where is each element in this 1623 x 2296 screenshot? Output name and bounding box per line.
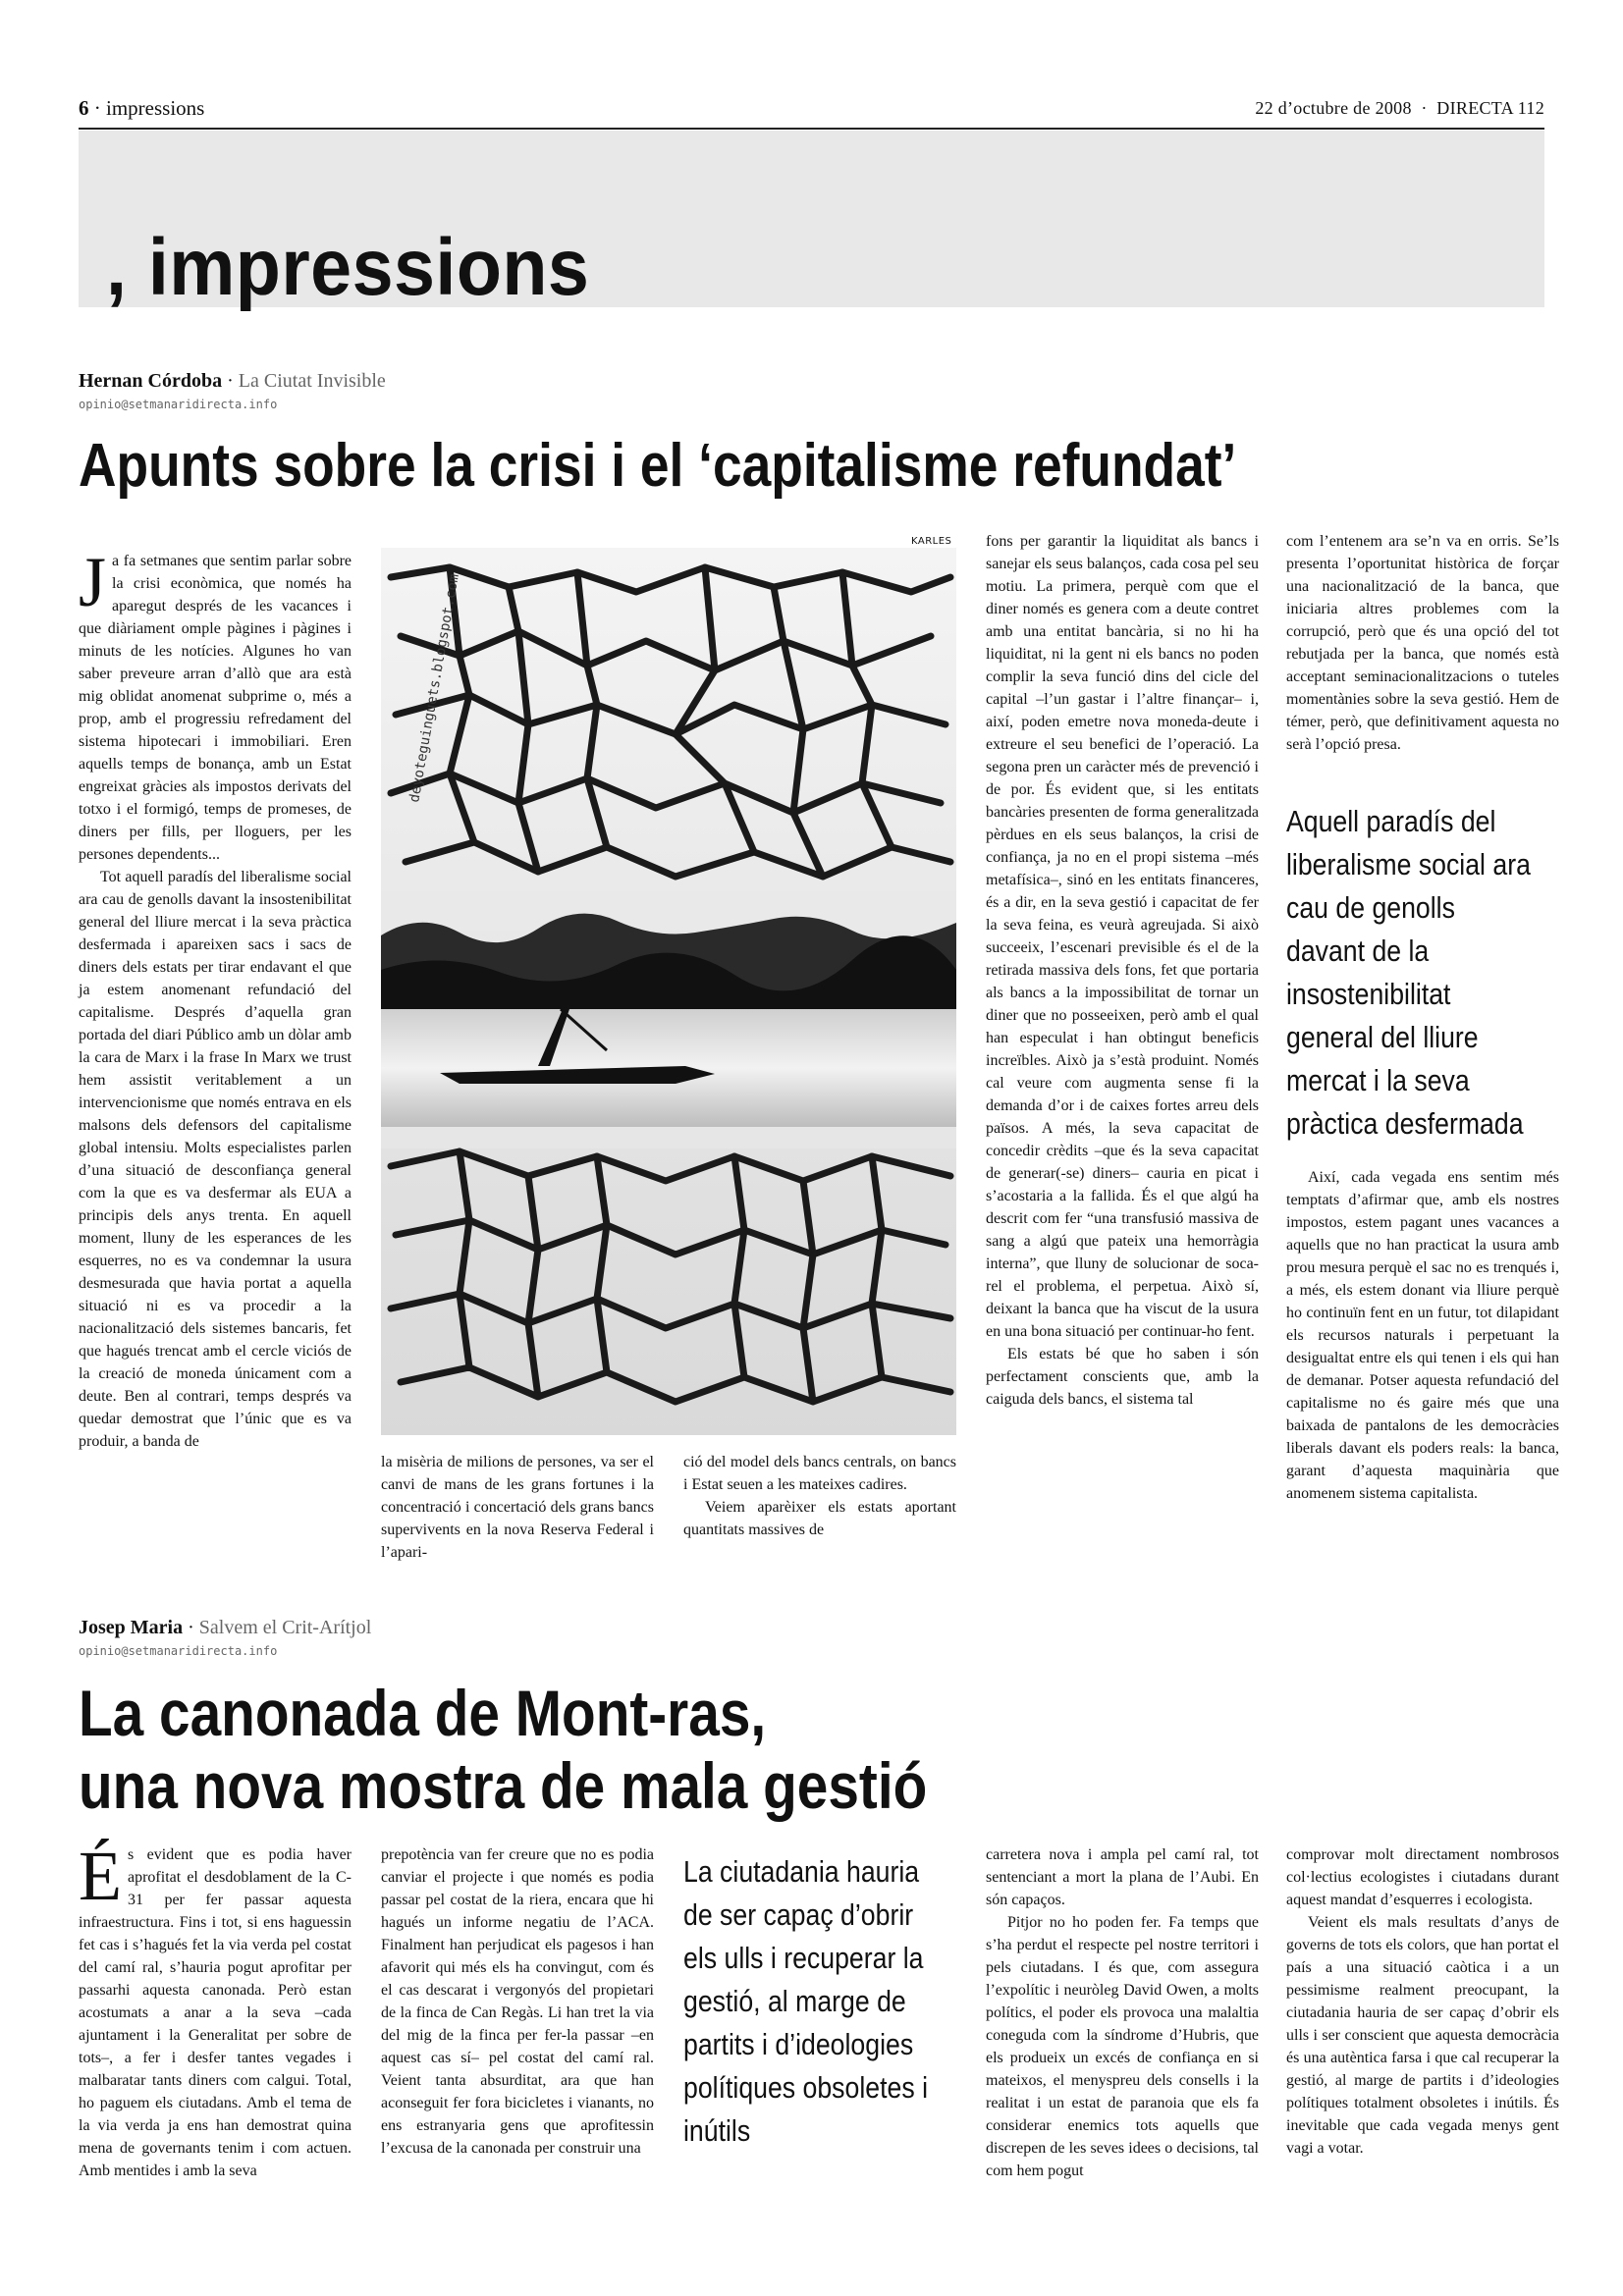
article1-col5-p2: Així, cada vegada ens sentim més temptats d’afirmar que, amb els nostres impostos, estem pagant unes vacances a aquells que no han practicat la usura amb prou mesura perquè el sac no es trenqués i, a més, els estem donant via lliure perquè ho continuïn fent en un futur, tot dilapidant els recursos naturals i perpetuant la desigualtat entre els qui tenen i els qui han de demanar. Potser aquesta refundació del capitalisme no és gaire més que una baixada de pantalons de les democràcies liberals davant els poders reals: la banca, garant d’aquesta maquinària que anomenem sistema capitalista. (1286, 1169, 1559, 1502)
image-credit: KARLES (911, 536, 952, 547)
article2-organization: Salvem el Crit-Arítjol (198, 1617, 372, 1638)
article1-illustration (381, 548, 956, 1435)
article1-col4-p2: Els estats bé que ho saben i són perfectament conscients que, amb la caiguda dels bancs, el sistema tal (986, 1346, 1259, 1408)
section-name: impressions (106, 96, 205, 120)
section-banner-title: , impressions (106, 223, 590, 312)
article1-dropcap: J (79, 543, 107, 621)
article2-column-1 (79, 1837, 352, 2182)
article1-headline: Apunts sobre la crisi i el ‘capitalisme refundat’ (79, 432, 1237, 500)
article1-column-2 (381, 1451, 654, 1564)
article1-column-1 (79, 543, 352, 1453)
article2-col4-p1: carretera nova i ampla pel camí ral, tot sentenciant a mort la plana de l’Aubi. En són capaços. (986, 1846, 1259, 1908)
article2-byline (79, 1617, 371, 1639)
article1-column-4 (986, 530, 1259, 1411)
article2-column-5 (1286, 1843, 1559, 2160)
article2-dropcap: É (79, 1837, 122, 1915)
article2-headline-line1: La canonada de Mont-ras, (79, 1677, 767, 1749)
article2-column-4 (986, 1843, 1259, 2182)
image-signature: deyoteguinguets.blogspot.com (406, 572, 462, 804)
article2-author: Josep Maria (79, 1617, 184, 1638)
article1-column-5 (1286, 530, 1559, 756)
issue-number: DIRECTA 112 (1436, 98, 1544, 118)
article2-column-2 (381, 1843, 654, 2160)
article2-col5-p1: comprovar molt directament nombrosos col·lectius ecologistes i ciutadans durant aquest mandat d’esquerres i ecologista. (1286, 1846, 1559, 1908)
dateline (1255, 98, 1544, 119)
article1-column-3 (683, 1451, 956, 1541)
dateline-separator: · (1421, 98, 1428, 118)
article2-email: opinio@setmanaridirecta.info (79, 1644, 278, 1658)
byline-separator: · (227, 370, 234, 392)
article1-col1-p2: Tot aquell paradís del liberalisme social ara cau de genolls davant la insostenibilitat general del lliure mercat i la seva pràctica desfermada i apareixen sacs i sacs de diners dels estats per tirar endavant el que ja estem anomenant refundació del capitalisme. Després d’aquella gran portada del diari Público amb un dòlar amb la cara de Marx i la frase In Marx we trust hem assistit veritablement a un intervencionisme que només entrava en els malsons dels defensors del capitalisme global intensiu. Molts especialistes parlen d’una situació de desconfiança general com la que es va desfermar als EUA a principis dels anys trenta. En aquell moment, lluny de les esperances de les esquerres, no es va condemnar la usura desmesurada que havia portat a aquella situació ni es va procedir a la nacionalització dels sistemes bancaris, fet que hagués trencat amb el cercle viciós de la creació de moneda únicament com a deute. Ben al contrari, temps després va quedar demostrat que l’únic que es va produir, a banda de (79, 869, 352, 1450)
page-folio (79, 96, 204, 121)
article1-col3-p1: ció del model dels bancs centrals, on bancs i Estat seuen a les mateixes cadires. (683, 1454, 956, 1493)
issue-date: 22 d’octubre de 2008 (1255, 98, 1412, 118)
article1-pullquote: Aquell paradís del liberalisme social ara cau de genolls davant de la insostenibilitat general del lliure mercat i la seva pràctica desfermada (1286, 804, 1531, 1141)
article1-col5-p1: com l’entenem ara se’n va en orris. Se’ls presenta l’oportunitat històrica de forçar una nacionalització de la banca, que iniciaria altres problemes com la corrupció, però que és una opció del tot rebutjada per la banca, que només està acceptant seminacionalitzacions o tuteles momentànies sobre la seva gestió. Hem de témer, però, que definitivament aquesta no serà l’opció presa. (1286, 533, 1559, 753)
article1-column-5-continued (1286, 1166, 1559, 1505)
article2-col1-p1: s evident que es podia haver aprofitat el desdoblament de la C-31 per fer passar aquesta infraestructura. Fins i tot, si ens haguessin fet cas i s’hagués fet la via verda pel costat del camí ral, s’hauria pogut aprofitar per passarhi aquesta canonada. Però estan acostumats a anar a la seva –cada ajuntament i la Generalitat per sobre de tots–, a fer i desfer tantes vegades i malbaratar tants diners com calgui. Total, ho paguem els ciutadans. Amb el tema de la via verda ja ens han demostrat quina mena de governants tenim i com actuen. Amb mentides i amb la seva (79, 1846, 352, 2179)
article1-email: opinio@setmanaridirecta.info (79, 398, 278, 411)
article1-col1-p1: a fa setmanes que sentim parlar sobre la crisi econòmica, que només ha aparegut després de les vacances i que diàriament omple pàgines i pàgines i minuts de les notícies. Algunes ho van saber preveure arran d’allò que ara està mig oblidat anomenat subprime o, més a prop, amb el progressiu refredament del sistema hipotecari i immobiliari. Eren aquells temps de bonança, amb un Estat engreixat gràcies als impostos derivats del totxo i el formigó, temps de promeses, de diners per fills, per lloguers, per les persones dependents... (79, 553, 352, 863)
cracked-earth-illustration (381, 548, 956, 1435)
page-number: 6 (79, 96, 89, 120)
article1-byline (79, 370, 386, 393)
article2-col4-p2: Pitjor no ho poden fer. Fa temps que s’ha perdut el respecte pel nostre territori i pels ciutadans. I és que, com assegura l’expolític i neuròleg David Owen, a molts polítics, el poder els provoca una malaltia coneguda com la síndrome d’Hubris, que els produeix un excés de confiança en si mateixos, el menyspreu dels consells i la realitat i un estat de paranoia que els fa considerar enemics tots aquells que discrepen de les seves idees o decisions, tal com hem pogut (986, 1914, 1259, 2179)
article2-headline (79, 1677, 927, 1822)
article1-organization: La Ciutat Invisible (238, 370, 386, 392)
article2-col5-p2: Veient els mals resultats d’anys de governs de tots els colors, que han portat el país a una situació caòtica i a un pessimisme realment preocupant, la ciutadania hauria de ser capaç d’obrir els ulls i ser conscient que aquesta democràcia és una autèntica farsa i que cal recuperar la gestió, al marge de partits i d’ideologies polítiques totalment obsoletes i inútils. És inevitable que cada vegada menys gent vagi a votar. (1286, 1914, 1559, 2157)
article2-headline-line2: una nova mostra de mala gestió (79, 1749, 928, 1822)
article1-author: Hernan Córdoba (79, 370, 223, 392)
section-banner (79, 131, 1544, 312)
article1-col2-text: la misèria de milions de persones, va ser el canvi de mans de les grans fortunes i la concentració i concertació dels grans bancs supervivents en la nova Reserva Federal i l’apari- (381, 1454, 654, 1561)
article2-pullquote: La ciutadania hauria de ser capaç d’obrir els ulls i recuperar la gestió, al marge de partits i d’ideologies polítiques obsoletes i inútils (683, 1854, 928, 2148)
article2-col2-text: prepotència van fer creure que no es podia canviar el projecte i que només es podia passar pel costat de la riera, encara que hi hagués un informe negatiu de l’ACA. Finalment han perjudicat els pagesos i han afavorit qui més els ha convingut, com és el cas descarat i vergonyós del propietari de la finca de Can Regàs. Li han tret la via del mig de la finca per fer-la passar –en aquest cas sí– pel costat del camí ral. Veient tanta absurditat, ara que han aconseguit fer fora bicicletes i vianants, no ens estranyaria gens que aprofitessin l’excusa de la canonada per construir una (381, 1846, 654, 2157)
header-rule (79, 128, 1544, 130)
folio-separator: · (93, 96, 101, 120)
byline-separator-2: · (188, 1617, 194, 1638)
article1-col3-p2: Veiem aparèixer els estats aportant quantitats massives de (683, 1499, 956, 1538)
article1-col4-p1: fons per garantir la liquiditat als bancs i sanejar els seus balanços, cada cosa pel seu motiu. La primera, perquè com que el diner només es genera com a deute contret amb una entitat bancària, si no hi ha liquiditat, ni la gent ni els bancs no poden complir la seva funció dins del cicle del capital –l’un gastar i l’altre finançar– i, així, poden emetre nova moneda-deute i extreure el seu benefici de l’operació. La segona pren un caràcter més de prevenció i de por. És evident que, si les entitats bancàries presenten de forma generalitzada pèrdues en els seus balanços, la crisi de confiança, ja no en el propi sistema –més metafísica–, sinó en les entitats financeres, és a dir, en la seva gestió i capacitat de fer la seva feina, es veurà agreujada. Si això succeeix, l’escenari previsible és el de la retirada massiva dels fons, fet que portaria als bancs a la impossibilitat de tornar un diner que no posseeixen, però amb el qual han especulat i han obtingut beneficis increïbles. Això ja s’està produint. Només cal veure com augmenta sense fi la demanda d’or i de caixes fortes arreu dels països. A més, la seva capacitat de concedir crèdits –que és la seva capacitat de generar(-se) diners– cauria en picat i s’acostaria a la fallida. És el que algú ha descrit com fer “una transfusió massiva de sang a algú que pateix una hemorràgia interna”, que lluny de solucionar de soca-rel el problema, el perpetua. Això sí, deixant la banca que ha viscut de la usura en una bona situació per continuar-ho fent. (986, 533, 1259, 1340)
